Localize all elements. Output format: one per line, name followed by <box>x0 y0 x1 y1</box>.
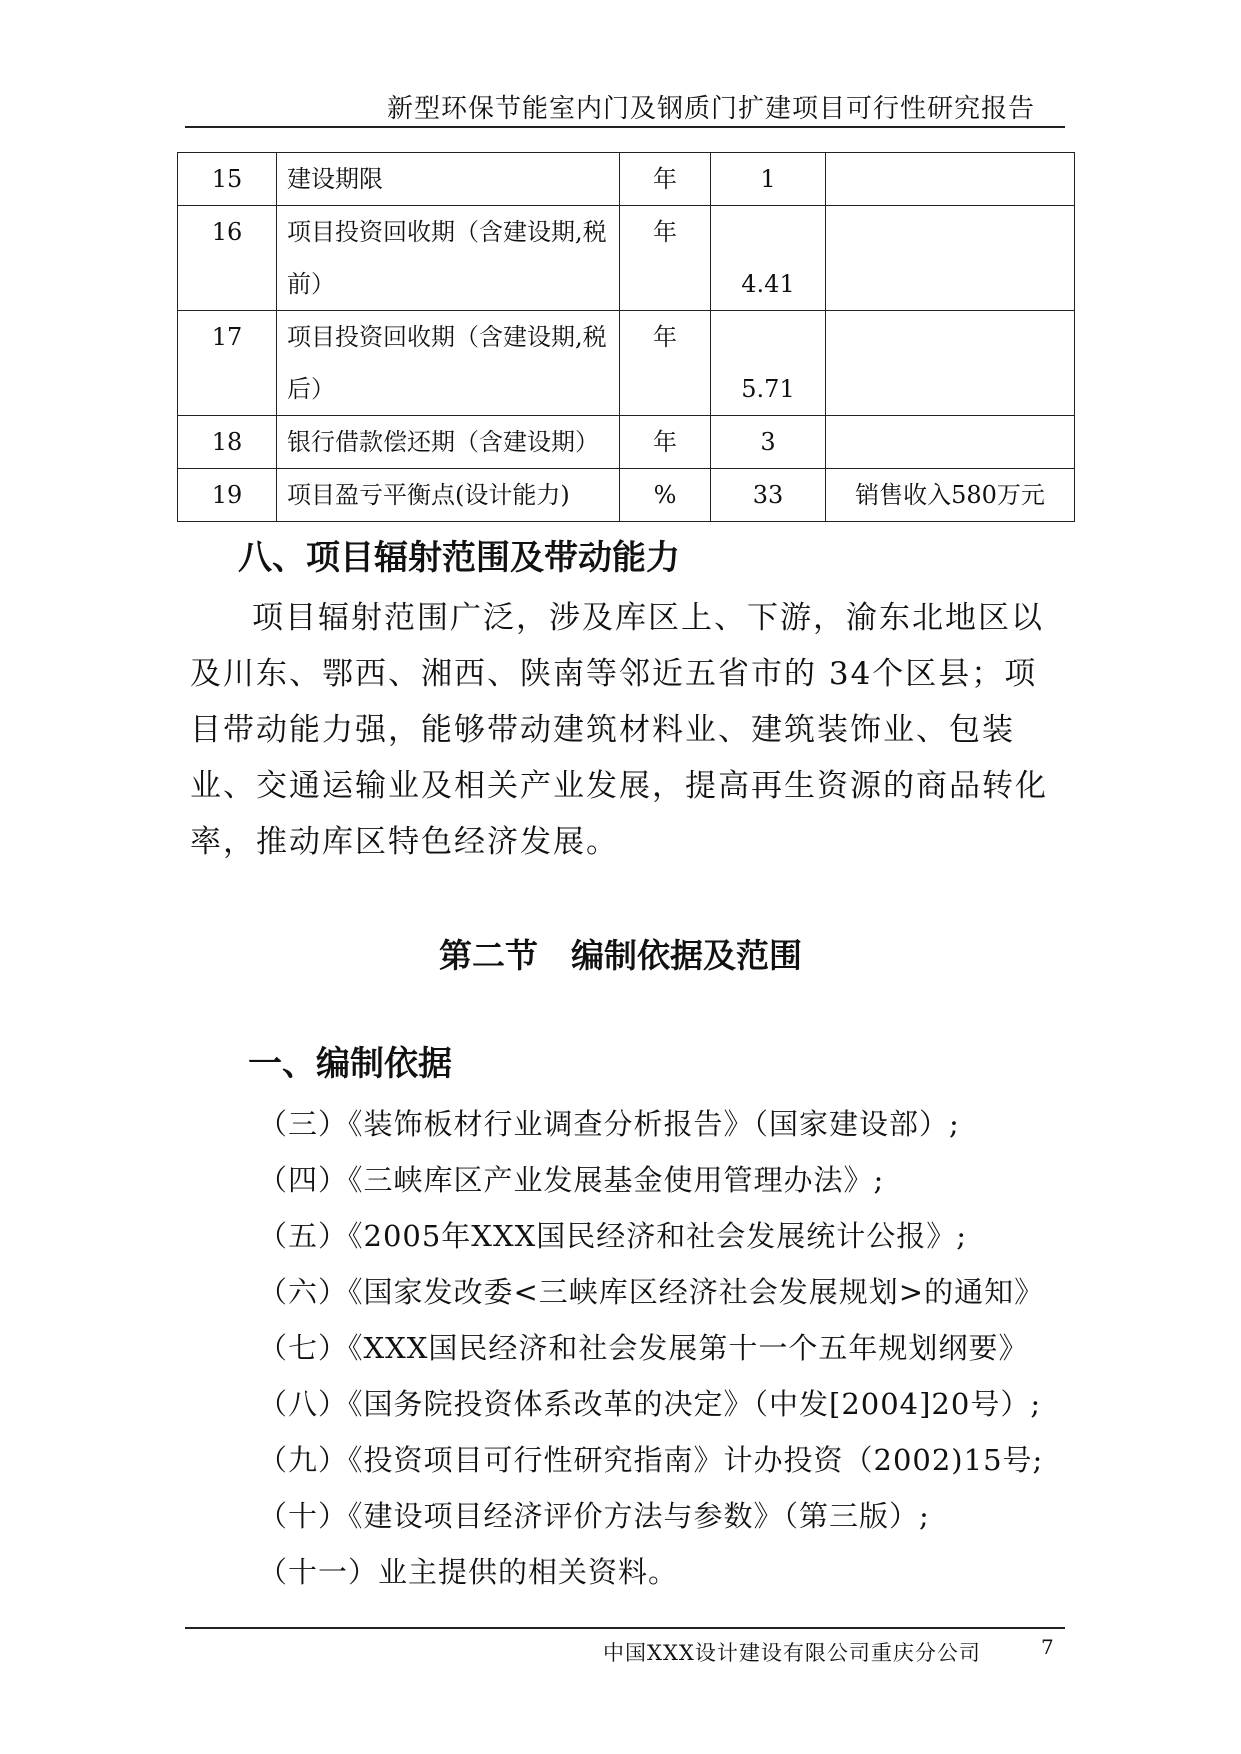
list-item: （九）《投资项目可行性研究指南》计办投资（2002)15号; <box>258 1443 1044 1477</box>
list-item: （三）《装饰板材行业调查分析报告》（国家建设部）; <box>258 1107 960 1141</box>
section-8-paragraph: 项目辐射范围广泛，涉及库区上、下游，渝东北地区以及川东、鄂西、湘西、陕南等邻近五省市的 34个区县；项目带动能力强，能够带动建筑材料业、建筑装饰业、包装业、交通运输业及相关产业发展，提高再生资源的商品转化率，推动库区特色经济发展。 <box>190 600 1048 860</box>
note <box>826 311 1075 416</box>
row-number: 16 <box>178 206 277 311</box>
unit: % <box>620 469 711 522</box>
page-header <box>185 86 1065 128</box>
unit: 年 <box>620 311 711 416</box>
value: 4.41 <box>711 206 826 311</box>
page-number: 7 <box>1041 1635 1054 1659</box>
page-footer <box>185 1627 1065 1665</box>
list-item: （七）《XXX国民经济和社会发展第十一个五年规划纲要》 <box>258 1331 1029 1365</box>
indicator-table <box>177 152 1075 522</box>
table-row <box>178 469 1075 522</box>
indicator-name: 建设期限 <box>277 153 620 206</box>
unit: 年 <box>620 153 711 206</box>
value: 1 <box>711 153 826 206</box>
list-item: （八）《国务院投资体系改革的决定》（中发[2004]20号）; <box>258 1387 1042 1421</box>
list-item: （十一）业主提供的相关资料。 <box>258 1555 679 1589</box>
list-item: （十）《建设项目经济评价方法与参数》（第三版）; <box>258 1499 930 1533</box>
note: 销售收入580万元 <box>826 469 1075 522</box>
unit: 年 <box>620 416 711 469</box>
table-row <box>178 206 1075 311</box>
list-item: （四）《三峡库区产业发展基金使用管理办法》; <box>258 1163 885 1197</box>
indicator-name: 项目投资回收期（含建设期,税前） <box>277 206 620 311</box>
basis-heading: 一、编制依据 <box>248 1044 452 1084</box>
row-number: 19 <box>178 469 277 522</box>
value: 5.71 <box>711 311 826 416</box>
footer-organization: 中国XXX设计建设有限公司重庆分公司 <box>603 1641 981 1665</box>
table-row <box>178 153 1075 206</box>
unit: 年 <box>620 206 711 311</box>
row-number: 18 <box>178 416 277 469</box>
indicator-name: 银行借款偿还期（含建设期） <box>277 416 620 469</box>
report-title: 新型环保节能室内门及钢质门扩建项目可行性研究报告 <box>386 94 1035 124</box>
table-row <box>178 416 1075 469</box>
row-number: 17 <box>178 311 277 416</box>
list-item: （五）《2005年XXX国民经济和社会发展统计公报》; <box>258 1219 968 1253</box>
note <box>826 416 1075 469</box>
basis-list <box>258 1096 1044 1600</box>
list-item: （六）《国家发改委<三峡库区经济社会发展规划>的通知》 <box>258 1275 1045 1309</box>
section-2-title: 第二节 编制依据及范围 <box>439 936 802 975</box>
note <box>826 206 1075 311</box>
value: 33 <box>711 469 826 522</box>
indicator-name: 项目投资回收期（含建设期,税后） <box>277 311 620 416</box>
value: 3 <box>711 416 826 469</box>
note <box>826 153 1075 206</box>
row-number: 15 <box>178 153 277 206</box>
indicator-name: 项目盈亏平衡点(设计能力) <box>277 469 620 522</box>
section-8-heading: 八、项目辐射范围及带动能力 <box>238 538 680 578</box>
table-row <box>178 311 1075 416</box>
